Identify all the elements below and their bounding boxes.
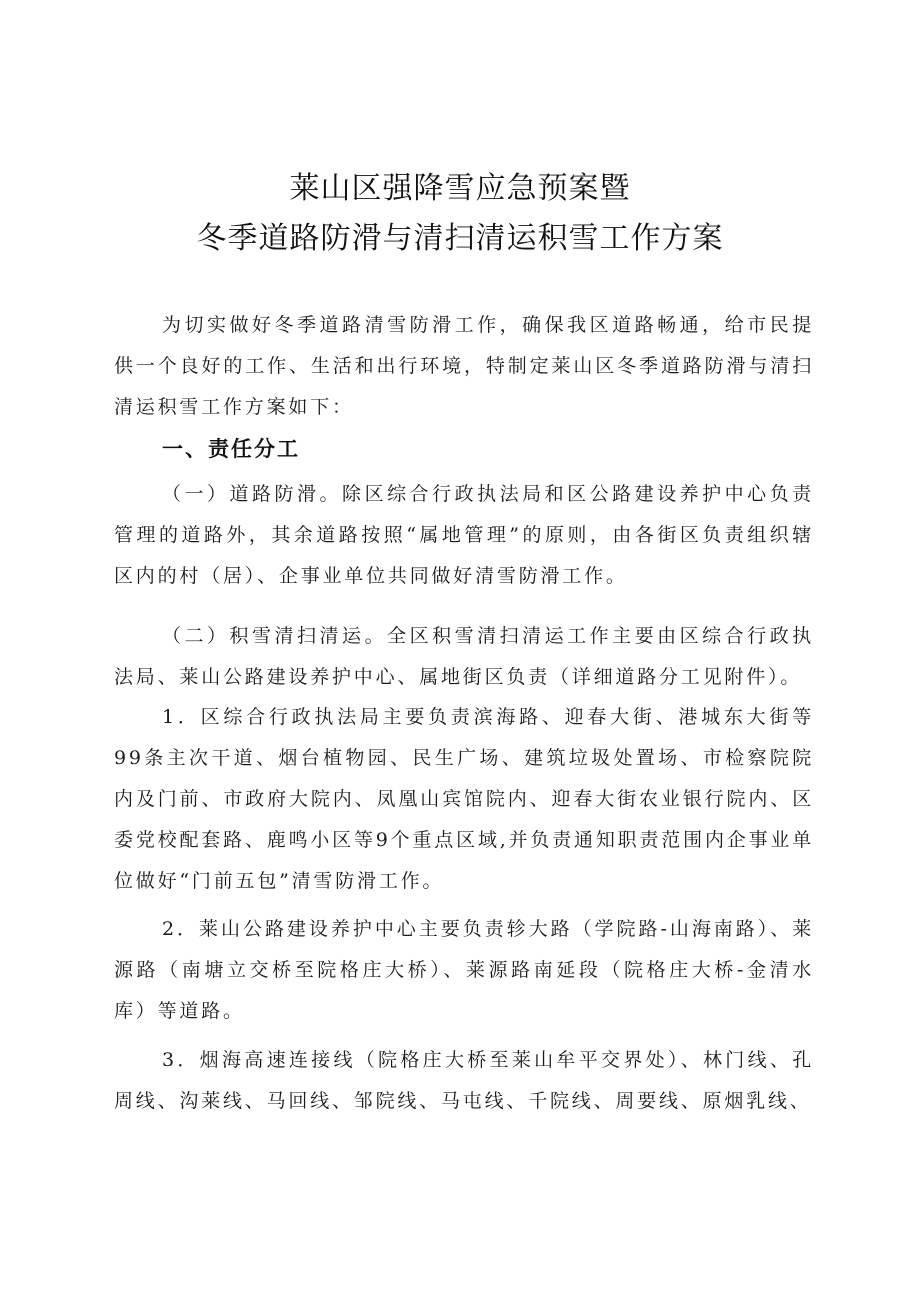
- section-heading-responsibilities: 一、责任分工: [162, 437, 300, 461]
- list-item-2: 2．莱山公路建设养护中心主要负责轸大路（学院路-山海南路）、莱源路（南塘立交桥至院格庄大桥）、莱源路南延段（院格庄大桥-金清水库）等道路。: [114, 918, 814, 1022]
- list-item-3: 3．烟海高速连接线（院格庄大桥至莱山牟平交界处）、林门线、孔周线、沟莱线、马回线、邹院线、马屯线、千院线、周要线、原烟乳线、: [114, 1049, 814, 1112]
- document-title-line-1: 莱山区强降雪应急预案暨: [289, 171, 631, 206]
- paragraph-road-anti-skid: （一）道路防滑。除区综合行政执法局和区公路建设养护中心负责管理的道路外，其余道路按照“属地管理”的原则，由各街区负责组织辖区内的村（居）、企事业单位共同做好清雪防滑工作。: [114, 483, 814, 587]
- intro-paragraph: 为切实做好冬季道路清雪防滑工作，确保我区道路畅通，给市民提供一个良好的工作、生活和出行环境，特制定莱山区冬季道路防滑与清扫清运积雪工作方案如下：: [114, 314, 814, 418]
- paragraph-snow-clearing: （二）积雪清扫清运。全区积雪清扫清运工作主要由区综合行政执法局、莱山公路建设养护中心、属地街区负责（详细道路分工见附件）。: [114, 625, 814, 688]
- list-item-1: 1．区综合行政执法局主要负责滨海路、迎春大街、港城东大街等99条主次干道、烟台植物园、民生广场、建筑垃圾处置场、市检察院院内及门前、市政府大院内、凤凰山宾馆院内、迎春大街农业银行院内、区委党校配套路、鹿鸣小区等9个重点区域,并负责通知职责范围内企事业单位做好“门前五包”清雪防滑工作。: [114, 706, 814, 892]
- document-title-line-2: 冬季道路防滑与清扫清运积雪工作方案: [196, 221, 724, 256]
